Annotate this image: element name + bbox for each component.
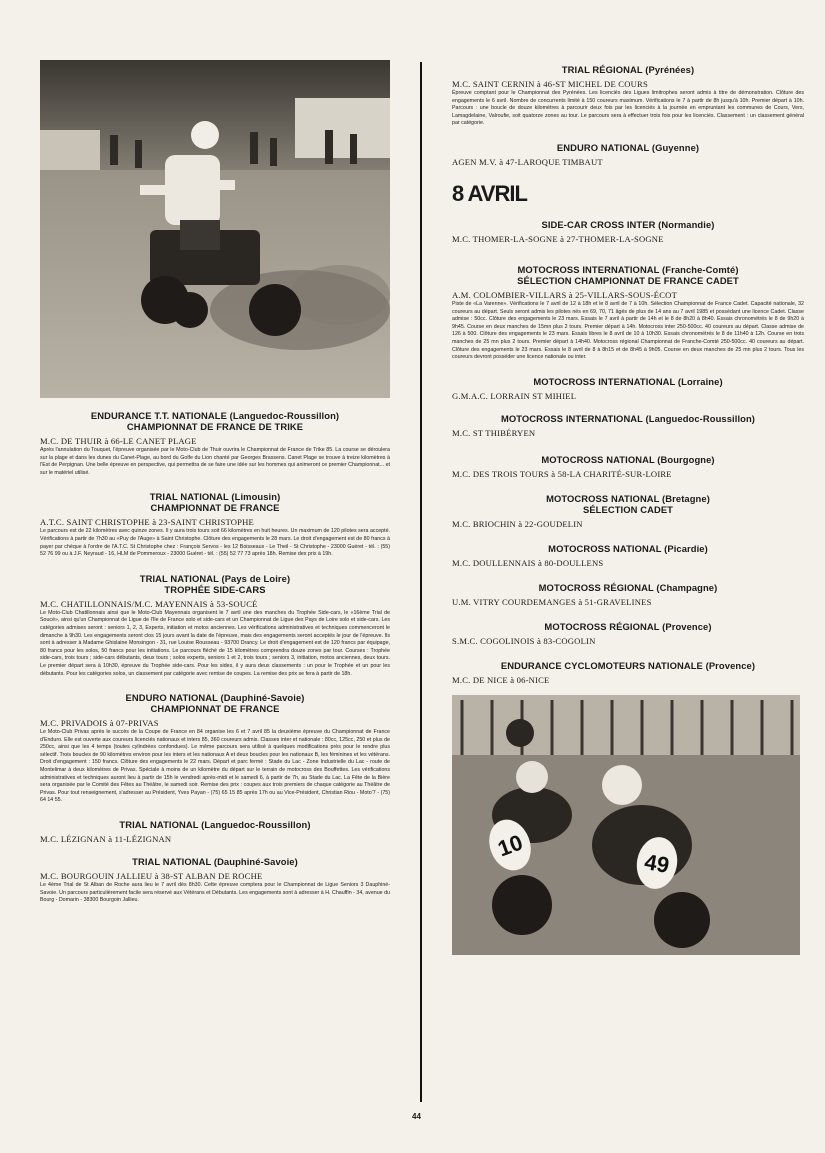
column-divider (420, 62, 422, 1102)
event-title: MOTOCROSS NATIONAL (Bourgogne) (541, 453, 715, 465)
event-section (452, 543, 804, 568)
event-subtitle: SÉLECTION CADET (582, 503, 674, 515)
page-number: 44 (412, 1112, 421, 1121)
event-subtitle: SÉLECTION CHAMPIONNAT DE FRANCE CADET (517, 274, 739, 286)
event-section (452, 376, 804, 401)
event-title: MOTOCROSS RÉGIONAL (Champagne) (538, 581, 718, 593)
event-location: M.C. DE THUIR à 66-LE CANET PLAGE (40, 436, 197, 446)
event-description: Le Moto-Club Privas après le succès de la Coupe de France en 84 organise les 6 et 7 avril 85 la deuxième épreuve du Championnat de France d'Enduro. Elle est ouverte aux coureurs licenciés nationaux et inters 85, 360 coureurs admis. Classes inter et nationale : 80cc, 125cc, 250 et plus de 250cc, ainsi que les 4 temps (toutes cylindrées confondues). Le même parcours sera utilisé à quelques modifications près pour le rendre plus sélectif. Trois boucles de 90 kilomètres environ pour les inters et les nationaux A et deux boucles pour les nationaux B, les féminines et les vétérans. Droit d'engagement : 150 francs. Clôture des engagements le 22 mars. Départ et parc fermé : Stade du Lac - Zone Industrielle du Lac - route de Montelimar à deux kilomètres de Privas. Spéciale à moins de un kilomètre du départ sur le terrain de motocross des Bouffettes. Les vérifications administratives et techniques auront lieu à partir de 15h le vendredi après-midi et le samedi 6, à partir de 7h, au Stade du Lac. La Fête de la Bière sera organisée par le Comité des Fêtes au Théâtre, le samedi soir. Remise des prix : coupes aux trois premiers de chaque catégorie au Théâtre de Privas. Pour tout renseignement, s'adresser au Président, Yves Payan - (75) 65 15 85 après 17h ou au Vice-Président, Christian Riou - Moto'7 - (75) 64 14 55. (40, 729, 390, 804)
event-subtitle: TROPHÉE SIDE-CARS (164, 583, 266, 595)
event-section (40, 410, 390, 477)
event-section (40, 573, 390, 678)
date-heading: 8 AVRIL (452, 180, 527, 206)
trike-rider-illustration (40, 60, 390, 398)
event-title: TRIAL NATIONAL (Pays de Loire) TROPHÉE SIDE-CARS (40, 573, 390, 595)
race-number-49: 49 (642, 848, 672, 878)
event-description: Le parcours est de 22 kilomètres avec quinze zones. Il y aura trois tours soit 66 kilomètres en huit heures. Un maximum de 120 pilotes sera accepté. Vérifications à partir de 7h30 au «Puy de l'Auge» à Saint Christophe. Clôture des engagements le 28 mars. Le droit d'engagement est de 80 francs à payer par chèque à l'ordre de l'A.T.C. St Christophe chez : François Servos - les 12 Boisseaux - Le Theil - St Christophe - 23000 Guéret - tél. : (55) 52 76 99 ou à J.F. Neyraud - 16, HLM de Pommeroux - 23000 Guéret - tél. : (55) 52 77 73 après 18h. Remise des prix à 19h. (40, 528, 390, 558)
event-section (40, 856, 390, 905)
event-description: Épreuve comptant pour le Championnat des Pyrénées. Les licenciés des Ligues limitrophes seront admis à titre de démonstration. Clôture des engagements le 6 avril. Nombre de concurrents limité à 150 coureurs maximum. Vérifications le 7 à partir de 8h jusqu'à 10h. Premier départ à 10h. Parcours : une boucle de douze kilomètres à parcourir deux fois par les licenciés à la journée en empruntant les communes de Cours, Vers, Lamagdelaine, Valroufie, soit quatorze zones au tour. Le parcours sera à effectuer trois fois pour les licenciés. Classement : un classement général par catégorie. (452, 90, 804, 127)
event-section (452, 660, 804, 685)
event-location: U.M. VITRY COURDEMANGES à 51-GRAVELINES (452, 596, 652, 607)
left-column (40, 60, 390, 905)
event-location: M.C. ST THIBÉRYEN (452, 427, 536, 438)
event-location: M.C. BOURGOUIN JALLIEU à 38-ST ALBAN DE ROCHE (40, 871, 263, 882)
event-section (40, 491, 390, 558)
event-location: M.C. LÉZIGNAN à 11-LÉZIGNAN (40, 834, 172, 845)
event-location: M.C. BRIOCHIN à 22-GOUDELIN (452, 518, 583, 529)
event-section (452, 219, 804, 244)
event-location: M.C. CHATILLONNAIS/M.C. MAYENNAIS à 53-SOUCÉ (40, 598, 258, 609)
trike-photo (40, 60, 390, 398)
event-location: A.M. COLOMBIER-VILLARS à 25-VILLARS-SOUS-ÉCOT (452, 289, 678, 300)
event-location: S.M.C. COGOLINOIS à 83-COGOLIN (452, 635, 596, 646)
event-section (452, 264, 804, 362)
event-subtitle: CHAMPIONNAT DE FRANCE (150, 703, 280, 715)
event-title: TRIAL RÉGIONAL (Pyrénées) (561, 64, 695, 75)
event-section (452, 493, 804, 529)
event-title: SIDE-CAR CROSS INTER (Normandie) (541, 218, 715, 230)
event-title: ENDURANCE CYCLOMOTEURS NATIONALE (Provence) (500, 659, 756, 671)
event-section (40, 819, 390, 844)
event-title: MOTOCROSS INTERNATIONAL (Franche-Comté) SÉLECTION CHAMPIONNAT DE FRANCE CADET (452, 264, 804, 286)
event-description: Le Moto-Club Chatillonnais ainsi que le Moto-Club Mayennais organisent le 7 avril une des manches du Trophée Side-cars, le «16ème Trial de Soucé», ainsi qu'un Championnat de Ligue de l'Ile de France solo et side-cars et un Championnat de Ligue des Pays de Loire solo et side-cars. Les catégories admises seront : seniors 1, 2, 3, Experts, initiation et motos anciennes. Les vérifications administratives et techniques commenceront le dimanche à 9h30. Les engagements seront clos 15 jours avant la date de l'épreuve, mais des engagements seront acceptés le jour de l'épreuve. Ils sont à adresser à Madame Ghislaine Monsingon - 31, rue Louise Rousseau - 93700 Drancy. Le droit d'engagement est de 120 francs par équipage, 80 francs pour les solos, 50 francs pour les initiations. Le parcours fléché de 15 kilomètres comprendra douze zones par tour. Courses : Trophée side-cars, trois tours ; side-cars débutants, deux tours ; solos experts, seniors 1 et 2, trois tours ; seniors 3, initiation, motos anciennes, deux tours. Le premier départ sera à 10h30, épreuve du Trophée side-cars. Pour les sides, il y aura deux classements : un pour le Trophée et un pour les débutants. Pour les catégories solos, un classement par catégorie avec remise de coupes. La remise des prix se fera à partir de 18h. (40, 609, 390, 677)
event-location: M.C. THOMER-LA-SOGNE à 27-THOMER-LA-SOGNE (452, 233, 664, 244)
moped-riders-illustration (452, 695, 800, 955)
event-title: MOTOCROSS INTERNATIONAL (Languedoc-Roussillon) (500, 412, 756, 424)
event-title: MOTOCROSS NATIONAL (Bretagne) SÉLECTION CADET (452, 493, 804, 515)
event-section (452, 413, 804, 438)
event-section (452, 582, 804, 607)
event-location: AGEN M.V. à 47-LAROQUE TIMBAUT (452, 156, 603, 167)
event-location: M.C. SAINT CERNIN à 46-ST MICHEL DE COURS (452, 79, 648, 89)
event-location: M.C. DE NICE à 06-NICE (452, 674, 550, 685)
event-subtitle: CHAMPIONNAT DE FRANCE DE TRIKE (126, 421, 304, 432)
event-location: M.C. DOULLENNAIS à 80-DOULLENS (452, 557, 604, 568)
event-section (40, 692, 390, 805)
event-section (452, 454, 804, 479)
event-description: Piste de «La Varenne». Vérifications le 7 avril de 12 à 18h et le 8 avril de 7 à 10h. Sélection Championnat de France Cadet. Capacité nationale, 32 coureurs au départ. Seuls seront admis les pilotes nés en 69, 70, 71 âgés de plus de 14 ans au 7 avril 1985 et possédant une licence Cadet. Classe admise : 50cc. Clôture des engagements le 23 mars. Essais le 7 avril à partir de 14h et le 8 de 8h20 à 8h40. Essais chronométrés le 8 de 9h20 à 9h45. Course en deux manches de 15mn plus 2 tours. Premier départ à 14h. Motocross inter 250-500cc. 40 coureurs au départ. Classe admise de 126 à 500. Clôture des engagements le 23 mars. Essais libres le 8 avril de 10 à 10h30. Essais chronométrés le 8 de 11h40 à 12h. Course en trois manches de 25 mn plus 2 tours. Premier départ à 14h40. Motocross régional Championnat de Franche-Comté 250-500cc. 40 coureurs au départ. Clôture des engagements le 23 mars. Essais le 8 avril de 8 à 8h15 et de 8h45 à 9h05. Course en deux manches de 25 mn plus 2 tours. Tous les coureurs devront posséder une licence nationale ou inter. (452, 300, 804, 361)
event-subtitle: CHAMPIONNAT DE FRANCE (150, 502, 280, 514)
event-location: G.M.A.C. LORRAIN ST MIHIEL (452, 390, 577, 401)
left-sections (40, 410, 390, 905)
race-number-10: 10 (494, 829, 526, 862)
event-title: TRIAL NATIONAL (Languedoc-Roussillon) (119, 819, 311, 831)
event-location: A.T.C. SAINT CHRISTOPHE à 23-SAINT CHRISTOPHE (40, 517, 254, 528)
event-title: ENDURO NATIONAL (Dauphiné-Savoie) CHAMPIONNAT DE FRANCE (40, 692, 390, 714)
right-column (452, 64, 804, 955)
event-section (452, 64, 804, 128)
event-description: Le 4ème Trial de St Alban de Roche aura lieu le 7 avril dès 8h30. Cette épreuve comptera pour le Championnat de Ligue Seniors 3 Dauphiné-Savoie. Un parcours particulièrement facile sera réservé aux Vétérans et Débutants. Les engagements sont à adresser à H. Chauffin - 34, avenue du Bourg - Domarin - 38300 Bourgoin Jallieu. (40, 882, 390, 904)
event-title: TRIAL NATIONAL (Limousin) CHAMPIONNAT DE FRANCE (40, 491, 390, 513)
event-location: M.C. PRIVADOIS à 07-PRIVAS (40, 718, 159, 729)
event-location: M.C. DES TROIS TOURS à 58-LA CHARITÉ-SUR-LOIRE (452, 468, 672, 479)
event-description: Après l'annulation du Touquet, l'épreuve organisée par le Moto-Club de Thuir ouvrira le Championnat de France de Trike 85. La course se déroulera sur la plage et dans les dunes du Canet-Plage, au bord du Golfe du Lion chanté par Georges Brassens. Canet Plage se trouve à treize kilomètres à l'Est de Perpignan. Une belle épreuve en perspective, qui permettra de se faire une idée sur les hommes qui animeront ce premier Championnat... et sur le matériel utilisé. (40, 447, 390, 476)
moped-race-photo (452, 695, 800, 955)
event-title: ENDURANCE T.T. NATIONALE (Languedoc-Roussillon) CHAMPIONNAT DE FRANCE DE TRIKE (40, 410, 390, 432)
event-section (452, 142, 804, 167)
event-title: MOTOCROSS INTERNATIONAL (Lorraine) (533, 375, 723, 387)
event-title: MOTOCROSS NATIONAL (Picardie) (548, 542, 708, 554)
event-title: MOTOCROSS RÉGIONAL (Provence) (544, 620, 712, 632)
event-title: TRIAL NATIONAL (Dauphiné-Savoie) (132, 856, 298, 868)
event-section (452, 621, 804, 646)
event-title: ENDURO NATIONAL (Guyenne) (556, 141, 700, 153)
